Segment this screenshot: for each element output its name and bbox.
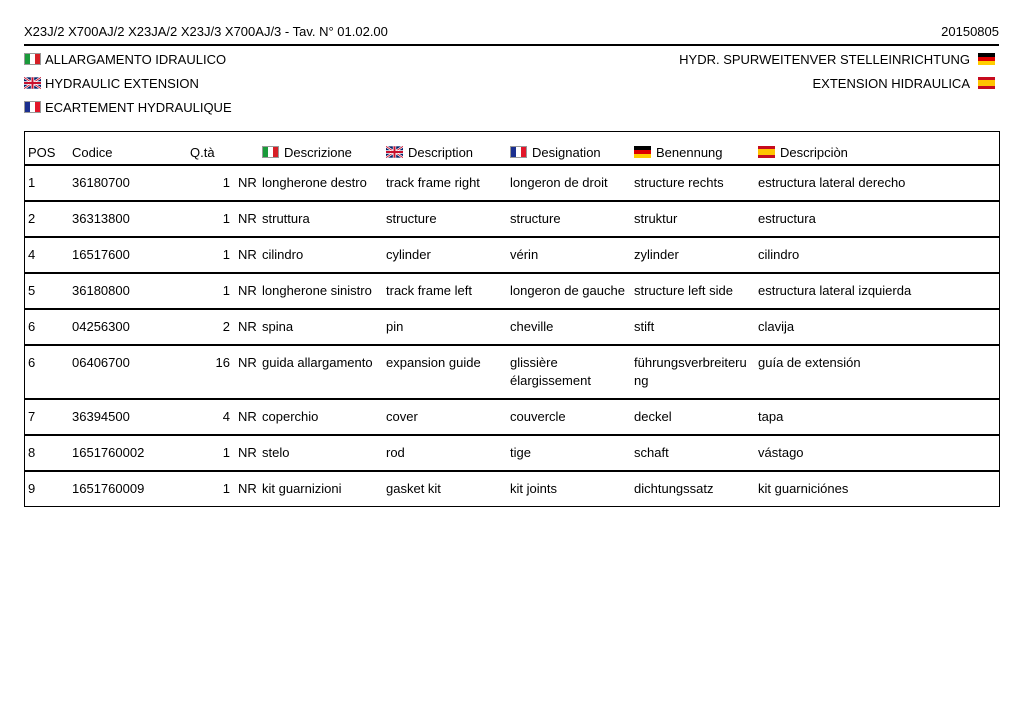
row-desc-de: führungsverbreiteru ng (634, 355, 747, 388)
col-en-label: Description (408, 145, 474, 160)
title-es-row (813, 74, 995, 92)
row-desc-en: cover (386, 409, 418, 424)
row-unit: NR (238, 247, 257, 262)
col-es (758, 132, 1000, 166)
row-desc-fr: tige (510, 445, 531, 460)
title-it-row (24, 50, 226, 68)
row-desc-en: pin (386, 319, 404, 334)
row-pos: 4 (28, 247, 36, 262)
row-desc-fr: couvercle (510, 409, 566, 424)
row-pos: 9 (28, 481, 36, 496)
row-pos: 1 (28, 175, 36, 190)
row-qty: 1 (222, 175, 230, 190)
row-desc-en: structure (386, 211, 437, 226)
row-desc-it: cilindro (262, 247, 304, 262)
row-code: 1651760009 (72, 481, 145, 496)
col-code: Codice (72, 145, 113, 160)
row-desc-de: dichtungssatz (634, 481, 714, 496)
row-desc-it: stelo (262, 445, 290, 460)
table-row (25, 309, 1000, 345)
row-desc-de: structure rechts (634, 175, 724, 190)
title-fr: ECARTEMENT HYDRAULIQUE (45, 99, 232, 115)
table-row (25, 435, 1000, 471)
row-code: 04256300 (72, 319, 130, 334)
table-row (25, 345, 1000, 399)
col-pos: POS (28, 145, 56, 160)
col-en (386, 132, 510, 166)
table-header-row (25, 132, 1000, 166)
row-qty: 4 (222, 409, 230, 424)
row-code: 06406700 (72, 355, 130, 370)
france-flag-icon (510, 146, 527, 158)
spain-flag-icon (758, 146, 775, 158)
row-code: 36180800 (72, 283, 130, 298)
row-desc-es: estructura lateral izquierda (758, 283, 912, 298)
row-desc-es: kit guarniciónes (758, 481, 849, 496)
row-qty: 1 (222, 445, 230, 460)
row-unit: NR (238, 211, 257, 226)
spain-flag-icon (978, 77, 995, 89)
row-desc-fr: structure (510, 211, 561, 226)
row-desc-fr: kit joints (510, 481, 557, 496)
table-row (25, 237, 1000, 273)
row-qty: 1 (222, 211, 230, 226)
row-pos: 6 (28, 319, 36, 334)
row-desc-de: deckel (634, 409, 672, 424)
title-de: HYDR. SPURWEITENVER STELLEINRICHTUNG (679, 51, 970, 67)
uk-flag-icon (24, 77, 41, 89)
row-desc-en: expansion guide (386, 355, 481, 370)
row-code: 16517600 (72, 247, 130, 262)
table-row (25, 399, 1000, 435)
row-desc-es: tapa (758, 409, 784, 424)
row-unit: NR (238, 319, 257, 334)
row-code: 36313800 (72, 211, 130, 226)
row-desc-de: zylinder (634, 247, 679, 262)
models-title: X23J/2 X700AJ/2 X23JA/2 X23J/3 X700AJ/3 - Tav. N° 01.02.00 (24, 24, 388, 39)
uk-flag-icon (386, 146, 403, 158)
col-de (634, 132, 758, 166)
row-desc-es: estructura (758, 211, 816, 226)
document-date: 20150805 (941, 24, 999, 39)
row-desc-en: track frame left (386, 283, 472, 298)
row-desc-it: longherone destro (262, 175, 367, 190)
col-it-label: Descrizione (284, 145, 352, 160)
row-desc-it: longherone sinistro (262, 283, 372, 298)
row-desc-es: clavija (758, 319, 795, 334)
row-desc-es: estructura lateral derecho (758, 175, 906, 190)
row-desc-fr: vérin (510, 247, 539, 262)
page-header (24, 22, 999, 46)
table-row (25, 273, 1000, 309)
col-es-label: Descripciòn (780, 145, 848, 160)
table-row (25, 471, 1000, 507)
row-desc-it: guida allargamento (262, 355, 373, 370)
row-qty: 2 (222, 319, 230, 334)
row-desc-it: struttura (262, 211, 310, 226)
table-row (25, 201, 1000, 237)
row-desc-es: vástago (758, 445, 804, 460)
title-en: HYDRAULIC EXTENSION (45, 75, 199, 91)
row-desc-en: rod (386, 445, 405, 460)
col-fr-label: Designation (532, 145, 601, 160)
row-desc-it: kit guarnizioni (262, 481, 342, 496)
row-desc-fr: cheville (510, 319, 554, 334)
row-pos: 5 (28, 283, 36, 298)
row-desc-de: structure left side (634, 283, 733, 298)
row-pos: 7 (28, 409, 36, 424)
row-unit: NR (238, 481, 257, 496)
title-de-row (679, 50, 995, 68)
row-desc-en: cylinder (386, 247, 431, 262)
italy-flag-icon (262, 146, 279, 158)
germany-flag-icon (978, 53, 995, 65)
col-it (262, 132, 386, 166)
row-unit: NR (238, 445, 257, 460)
row-desc-en: track frame right (386, 175, 480, 190)
table-row (25, 165, 1000, 201)
row-desc-de: stift (634, 319, 655, 334)
col-qty: Q.tà (190, 145, 215, 160)
title-fr-row (24, 98, 232, 116)
row-desc-fr: longeron de droit (510, 175, 608, 190)
row-unit: NR (238, 283, 257, 298)
row-pos: 2 (28, 211, 36, 226)
france-flag-icon (24, 101, 41, 113)
row-desc-en: gasket kit (386, 481, 441, 496)
col-de-label: Benennung (656, 145, 723, 160)
row-desc-fr: longeron de gauche (510, 283, 625, 298)
row-code: 36180700 (72, 175, 130, 190)
col-unit (238, 132, 262, 166)
row-qty: 1 (222, 283, 230, 298)
italy-flag-icon (24, 53, 41, 65)
row-desc-es: guía de extensión (758, 355, 861, 370)
row-desc-fr: glissière élargissement (510, 355, 591, 388)
row-desc-es: cilindro (758, 247, 800, 262)
row-desc-it: coperchio (262, 409, 319, 424)
row-desc-de: schaft (634, 445, 669, 460)
col-fr (510, 132, 634, 166)
row-qty: 16 (215, 355, 230, 370)
parts-table (24, 131, 1000, 507)
row-pos: 6 (28, 355, 36, 370)
row-desc-it: spina (262, 319, 294, 334)
title-it: ALLARGAMENTO IDRAULICO (45, 51, 227, 67)
row-unit: NR (238, 175, 257, 190)
row-code: 1651760002 (72, 445, 145, 460)
germany-flag-icon (634, 146, 651, 158)
row-qty: 1 (222, 247, 230, 262)
row-desc-de: struktur (634, 211, 678, 226)
row-qty: 1 (222, 481, 230, 496)
row-code: 36394500 (72, 409, 130, 424)
row-unit: NR (238, 409, 257, 424)
title-es: EXTENSION HIDRAULICA (812, 75, 970, 91)
row-pos: 8 (28, 445, 36, 460)
title-en-row (24, 74, 199, 92)
row-unit: NR (238, 355, 257, 370)
